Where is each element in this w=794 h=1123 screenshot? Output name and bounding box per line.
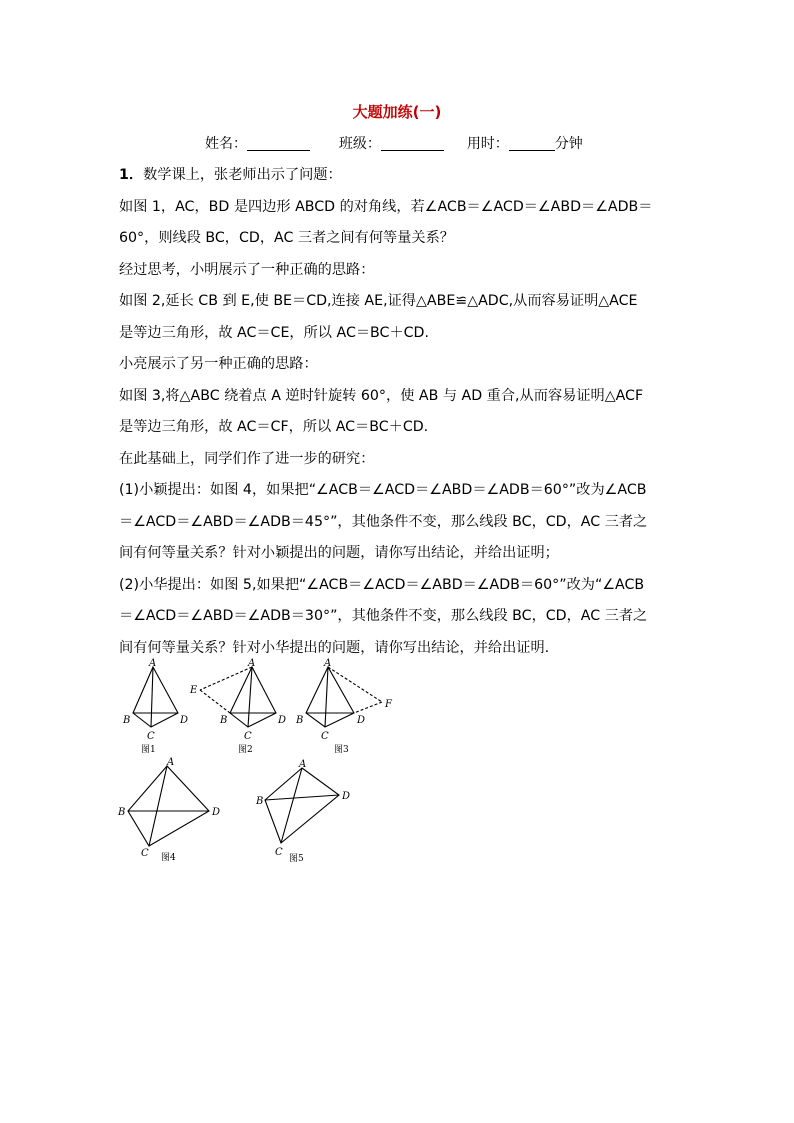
class-label: 班级： [338, 136, 381, 152]
svg-text:C: C [141, 848, 149, 859]
svg-text:C: C [147, 731, 155, 742]
figure-1-caption: 图1 [141, 745, 156, 755]
page-title: 大题加练(一) [352, 103, 442, 121]
problem-line: 如图 2,延长 CB 到 E,使 BE＝CD,连接 AE,证得△ABE≌△ADC,从而容易证明△ACE [119, 293, 638, 309]
svg-text:C: C [321, 731, 329, 742]
problem-line: 60°，则线段 BC，CD，AC 三者之间有何等量关系？ [119, 230, 454, 246]
problem-line: 在此基础上，同学们作了进一步的研究： [119, 450, 375, 467]
svg-text:D: D [180, 715, 189, 726]
problem-line: 小亮展示了另一种正确的思路： [119, 356, 318, 372]
problem-line: 是等边三角形，故 AC＝CF，所以 AC＝BC＋CD. [119, 419, 429, 435]
problem-line: 如图 1，AC，BD 是四边形 ABCD 的对角线，若∠ACB＝∠ACD＝∠ABD＝∠ADB＝ [119, 198, 653, 215]
problem-line: 间有何等量关系？针对小华提出的问题，请你写出结论，并给出证明. [119, 639, 550, 656]
svg-text:A: A [248, 658, 256, 669]
svg-text:A: A [324, 658, 332, 669]
problem-line: (2)小华提出：如图 5,如果把“∠ACB＝∠ACD＝∠ABD＝∠ADB＝60°”改为“∠ACB [119, 576, 645, 593]
figure-5 [255, 759, 350, 864]
problem-line: 是等边三角形，故 AC＝CE，所以 AC＝BC＋CD. [119, 324, 429, 341]
svg-text:C: C [275, 847, 283, 858]
svg-text:A: A [149, 658, 157, 669]
figure-4-caption: 图4 [161, 853, 176, 863]
svg-text:A: A [167, 757, 175, 768]
figure-3-caption: 图3 [334, 745, 349, 755]
problem-line: 经过思考，小明展示了一种正确的思路： [119, 261, 375, 278]
problem-line: ＝∠ACD＝∠ABD＝∠ADB＝30°”，其他条件不变，那么线段 BC，CD，AC 三者之 [119, 608, 648, 624]
problem-line: 1．数学课上，张老师出示了问题： [119, 167, 342, 183]
name-label: 姓名： [205, 136, 247, 152]
svg-text:D: D [357, 715, 366, 726]
time-label: 用时： [466, 136, 509, 152]
svg-text:A: A [299, 759, 307, 770]
svg-text:B: B [118, 807, 126, 818]
problem-line: ＝∠ACD＝∠ABD＝∠ADB＝45°”，其他条件不变，那么线段 BC，CD，AC 三者之 [119, 513, 648, 530]
svg-text:B: B [123, 715, 131, 726]
problem-line: 间有何等量关系？针对小颖提出的问题，请你写出结论，并给出证明； [119, 545, 559, 561]
figure-1 [122, 658, 188, 755]
svg-text:D: D [278, 715, 287, 726]
svg-text:D: D [342, 791, 351, 802]
problem-line: 如图 3,将△ABC 绕着点 A 逆时针旋转 60°，使 AB 与 AD 重合,从而容易证明△ACF [119, 387, 644, 404]
svg-text:E: E [190, 685, 198, 696]
svg-text:D: D [212, 807, 221, 818]
figure-2 [189, 658, 286, 755]
minute-label: 分钟 [554, 136, 583, 152]
problem-number: 1． [119, 167, 144, 183]
problem-line: (1)小颖提出：如图 4，如果把“∠ACB＝∠ACD＝∠ABD＝∠ADB＝60°”改为∠ACB [119, 482, 647, 498]
svg-text:F: F [385, 699, 392, 710]
figure-4 [117, 757, 220, 863]
figure-3 [295, 658, 393, 755]
svg-text:B: B [256, 796, 264, 807]
figure-2-caption: 图2 [238, 745, 253, 755]
svg-text:B: B [296, 715, 304, 726]
svg-text:B: B [220, 715, 228, 726]
figure-5-caption: 图5 [289, 854, 304, 864]
svg-text:C: C [244, 731, 252, 742]
